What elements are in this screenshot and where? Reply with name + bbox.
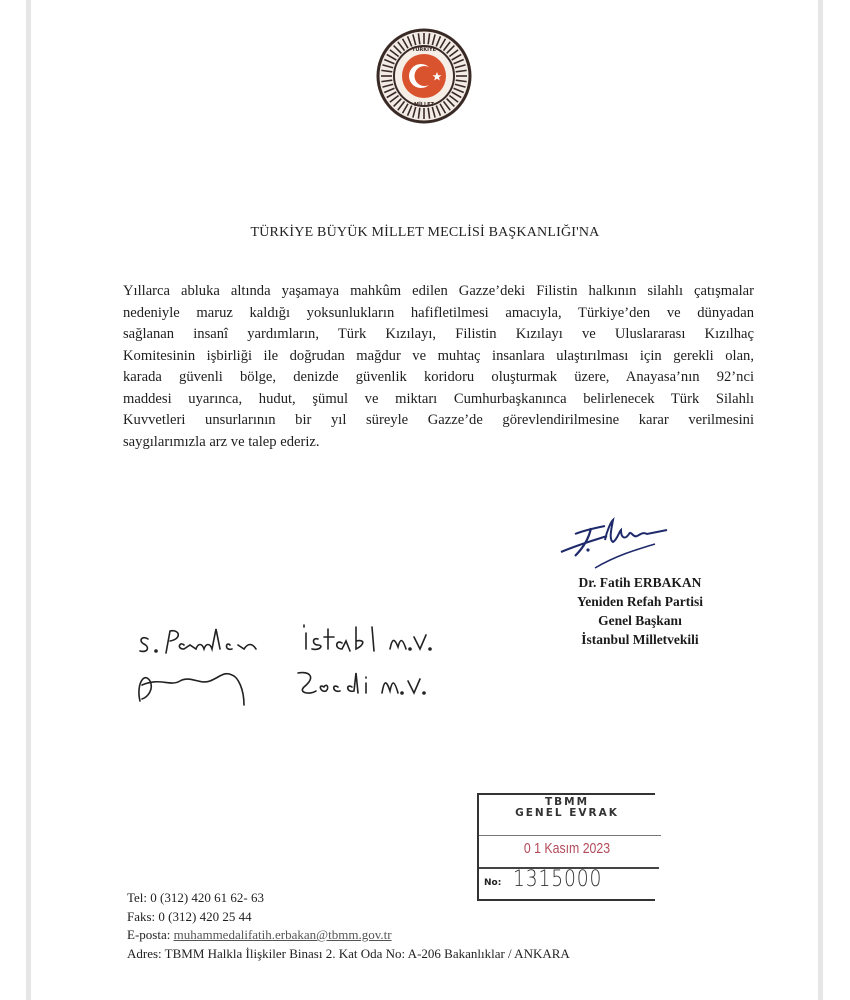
body-line: maddesi uyarınca, hudut, şümul ve miktarı Cumhurbaşkanınca belirlenecek Türk Silahlı — [123, 390, 754, 407]
contact-email-row — [127, 926, 570, 945]
signer-party: Yeniden Refah Partisi — [577, 594, 703, 609]
page-edge-right — [818, 0, 823, 1000]
body-line: Kuvvetleri unsurlarının bir yıl süreyle Gazze’de görevlendirilmesine karar verilmesini — [123, 412, 754, 428]
body-line: Komitesinin işbirliği ile doğrudan mağdur ve muhtaç insanlara ulaştırılması için gerekli olan, — [123, 347, 754, 364]
signer-constituency: İstanbul Milletvekili — [581, 632, 699, 647]
signer-role: Genel Başkanı — [598, 613, 682, 628]
contact-address: Adres: TBMM Halkla İlişkiler Binası 2. Kat Oda No: A-206 Bakanlıklar / ANKARA — [127, 945, 570, 961]
stamp-number-label: No: — [484, 878, 502, 888]
stamp-org-line2: GENEL EVRAK — [515, 807, 619, 819]
handwritten-signatures — [120, 615, 460, 710]
body-line: nedeniyle maruz kaldığı yoksunlukların hafifletilmesi amacıyla, Türkiye’den ve dünyadan — [123, 304, 754, 321]
body-line: saygılarımızla arz ve talep ederiz. — [123, 433, 320, 450]
stamp-org-line1: TBMM — [544, 796, 590, 808]
seal-ring-text-bottom: MİLLET — [413, 102, 435, 108]
body-line: sağlanan insanî yardımların, Türk Kızılayı, Filistin Kızılayı ve Uluslararası Kızılhaç — [123, 326, 754, 342]
stamp-divider — [479, 835, 661, 836]
contact-email-link[interactable]: muhammedalifatih.erbakan@tbmm.gov.tr — [173, 927, 392, 942]
signer-name: Dr. Fatih ERBAKAN — [578, 575, 702, 590]
page-edge-left — [26, 0, 31, 1000]
body-line: karada güvenli bölge, denizde güvenlik koridoru oluşturmak üzere, Anayasa’nın 92’nci — [123, 369, 754, 385]
contact-block — [127, 889, 570, 963]
signature-erbakan — [555, 510, 675, 570]
contact-fax: Faks: 0 (312) 420 25 44 — [127, 908, 252, 924]
document-heading: TÜRKİYE BÜYÜK MİLLET MECLİSİ BAŞKANLIĞI'NA — [250, 225, 600, 240]
body-line: Yıllarca abluka altında yaşamaya mahkûm edilen Gazze’deki Filistin halkının silahlı çatışmalar — [123, 283, 754, 299]
petition-body — [123, 281, 754, 453]
incoming-document-stamp — [477, 793, 655, 901]
seal-ring-text: TÜRKİYE — [411, 47, 437, 53]
contact-tel: Tel: 0 (312) 420 61 62- 63 — [127, 890, 265, 905]
stamp-date: 0 1 Kasım 2023 — [523, 840, 611, 857]
contact-email-label: E-posta: — [127, 927, 174, 942]
stamp-number-value: 1315000 — [513, 867, 603, 892]
tbmm-seal-icon — [376, 28, 472, 124]
stamp-org — [479, 797, 655, 819]
signer-block — [540, 573, 740, 649]
